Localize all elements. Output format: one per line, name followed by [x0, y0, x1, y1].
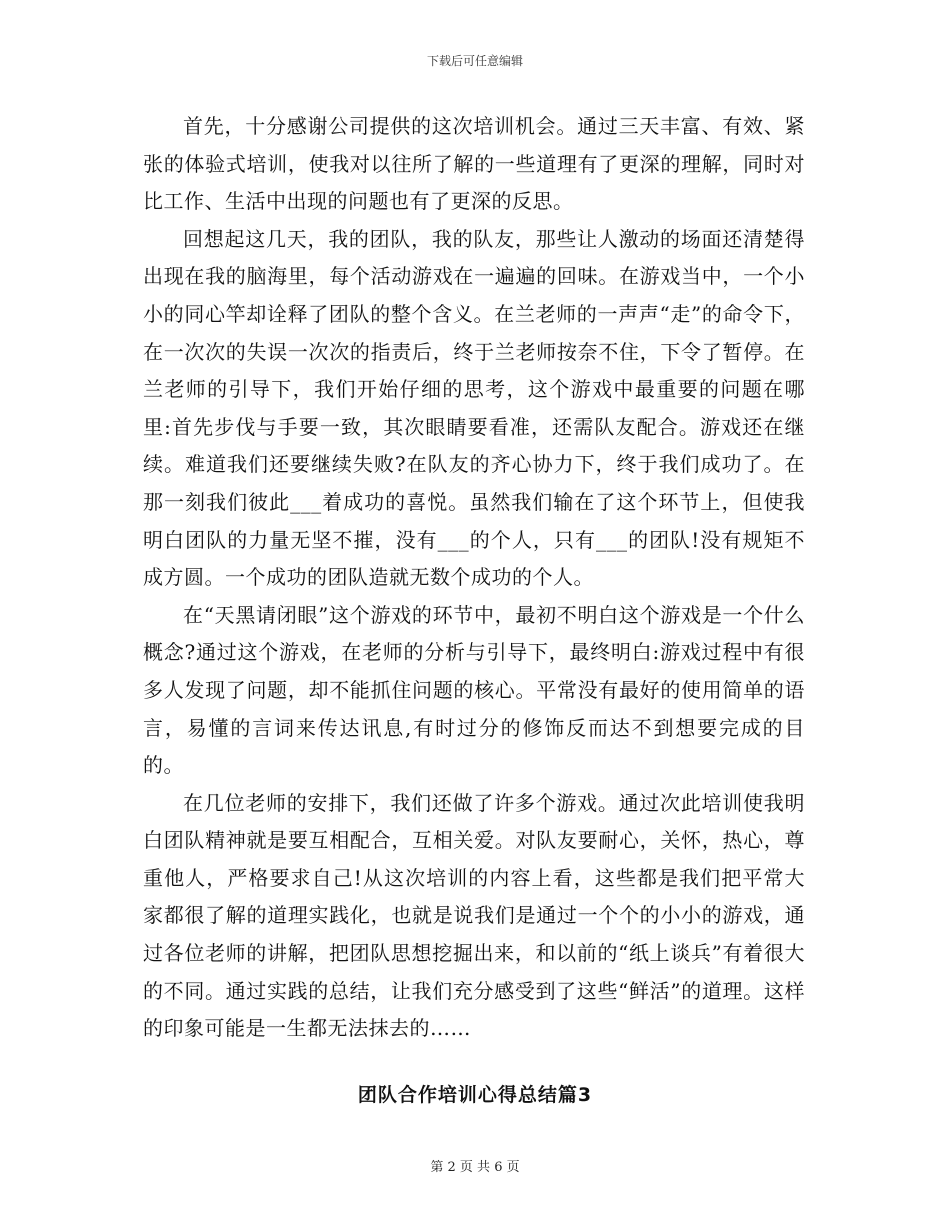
page-footer: 第 2 页 共 6 页 [430, 1160, 520, 1175]
paragraph-2: 回想起这几天，我的团队，我的队友，那些让人激动的场面还清楚得出现在我的脑海里，每个活动游戏在一遍遍的回味。在游戏当中，一个小小的同心竿却诠释了团队的整个含义。在兰老师的一声声“走”的命令下，在一次次的失误一次次的指责后，终于兰老师按奈不住，下令了暂停。在兰老师的引导下，我们开始仔细的思考，这个游戏中最重要的问题在哪里:首先步伐与手要一致，其次眼睛要看准，还需队友配合。游戏还在继续。难道我们还要继续失败?在队友的齐心协力下，终于我们成功了。在那一刻我们彼此___着成功的喜悦。虽然我们输在了这个环节上，但使我明白团队的力量无坚不摧，没有___的个人，只有___的团队!没有规矩不成方圆。一个成功的团队造就无数个成功的个人。 [143, 226, 805, 590]
paragraph-4: 在几位老师的安排下，我们还做了许多个游戏。通过次此培训使我明白团队精神就是要互相配合，互相关爱。对队友要耐心，关怀，热心，尊重他人，严格要求自己!从这次培训的内容上看，这些都是我们把平常大家都很了解的道理实践化，也就是说我们是通过一个个的小小的游戏，通过各位老师的讲解，把团队思想挖掘出来，和以前的“纸上谈兵”有着很大的不同。通过实践的总结，让我们充分感受到了这些“鲜活”的道理。这样的印象可能是一生都无法抹去的…… [143, 790, 805, 1041]
document-body [143, 108, 805, 1048]
paragraph-1: 首先，十分感谢公司提供的这次培训机会。通过三天丰富、有效、紧张的体验式培训，使我对以往所了解的一些道理有了更深的理解，同时对比工作、生活中出现的问题也有了更深的反思。 [143, 114, 805, 214]
page-header: 下载后可任意编辑 [426, 54, 523, 68]
section-heading: 团队合作培训心得总结篇3 [357, 1084, 593, 1106]
paragraph-3: 在“天黑请闭眼”这个游戏的环节中，最初不明白这个游戏是一个什么概念?通过这个游戏，在老师的分析与引导下，最终明白:游戏过程中有很多人发现了问题，却不能抓住问题的核心。平常没有最好的使用简单的语言，易懂的言词来传达讯息,有时过分的修饰反而达不到想要完成的目的。 [143, 602, 805, 778]
